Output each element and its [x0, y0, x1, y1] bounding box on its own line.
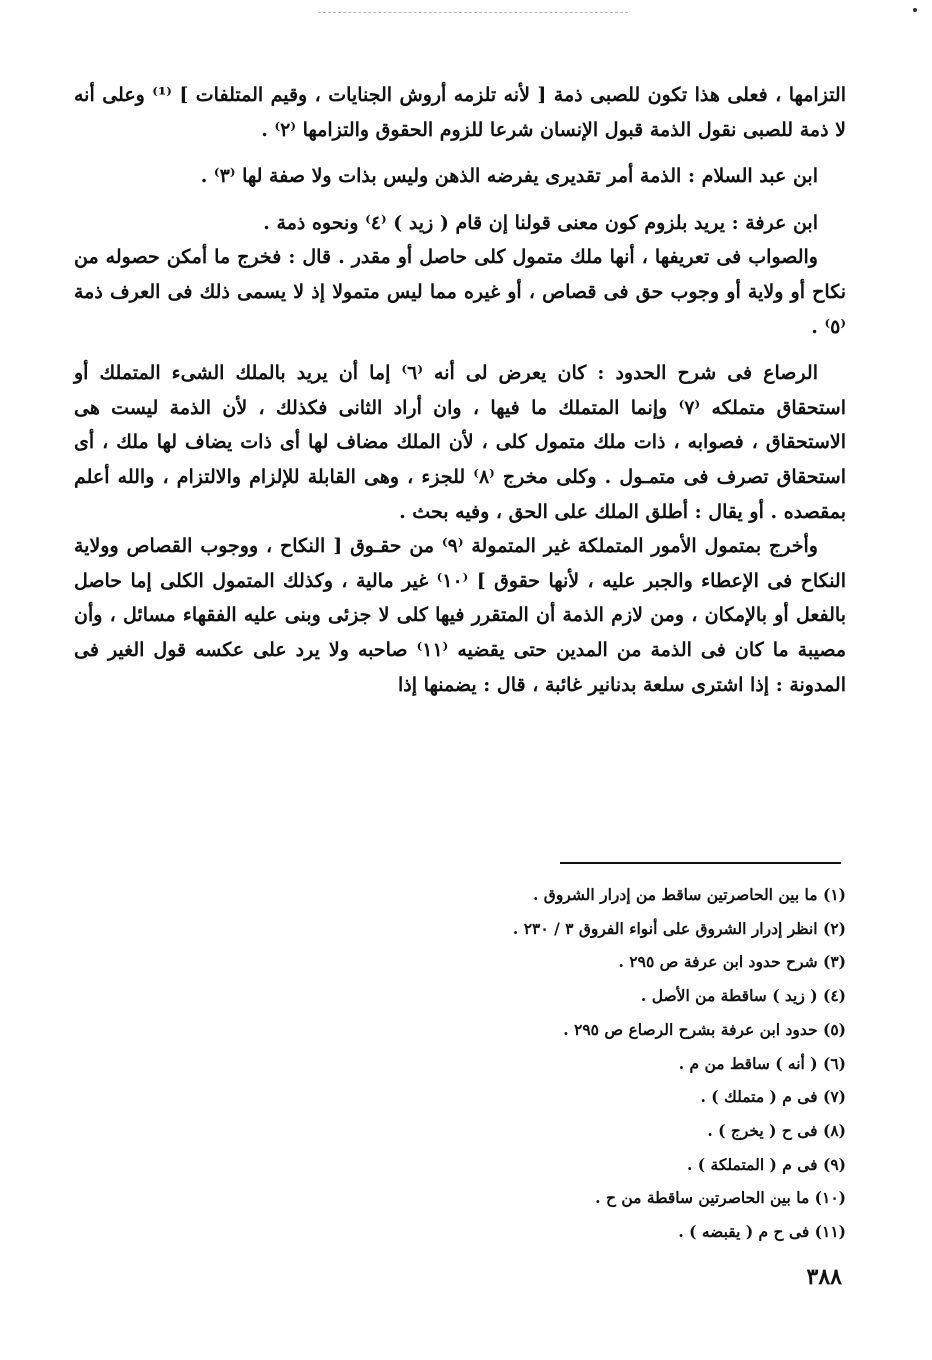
paragraph-excluded-matters: وأخرج بمتمول الأمور المتملكة غير المتمولة ⁽٩⁾ من حقـوق [ النكاح ، ووجوب القصاص وولاية النكاح فى الإعطاء والجبر عليه ، لأنها حقوق ] ⁽١٠⁾ غير مالية ، وكذلك المتمول الكلى إما حاصل بالفعل أو بالإمكان ، ومن لازم الذمة أن المتقرر فيها كلى لا جزئى وبنى عليه الفقهاء مسائل ، وأن مصيبة ما كان فى الذمة من المدين حتى يقضيه ⁽١١⁾ صاحبه ولا يرد على عكسه قول الغير فى المدونة : إذا اشترى سلعة بدنانير غائبة ، قال : يضمنها إذا [74, 535, 846, 696]
main-text [74, 78, 846, 702]
footnote-item: (١) ما بين الحاصرتين ساقط من إدرار الشروق . [533, 885, 846, 904]
footnote-item: (٩) فى م ( المتملكة ) . [686, 1154, 846, 1174]
footnote-separator [560, 862, 841, 864]
paragraph-rassa: الرصاع فى شرح الحدود : كان يعرض لى أنه ⁽٦⁾ إما أن يريد بالملك الشىء المتملك أو استحقاق متملكه ⁽٧⁾ وإنما المتملك ما فيها ، وان أراد الثانى فكذلك ، لأن الذمة ليست هى الاستحقاق ، فصوابه ، ذات ملك متمول كلى ، لأن الملك مضاف لها أى ذات يضاف لها ملك ، أى استحقاق تصرف فى متمـول . وكلى مخرج ⁽٨⁾ للجزء ، وهى القابلة للإلزام والالتزام ، والله أعلم بمقصده . أو يقال : أطلق الملك على الحق ، وفيه بحث . [74, 362, 846, 523]
footnote-item: (٤) ( زيد ) ساقطة من الأصل . [640, 986, 846, 1006]
footnote-item: (١٠) ما بين الحاصرتين ساقطة من ح . [595, 1188, 846, 1208]
footnote-item: (١١) فى ح م ( يقبضه ) . [678, 1222, 846, 1242]
header-dashed-rule [318, 12, 628, 13]
page-number: ٣٨٨ [806, 1264, 842, 1290]
footnote-item: (٨) فى ح ( يخرج ) . [707, 1120, 846, 1140]
footnote-item: (٦) ( أنه ) ساقط من م . [678, 1053, 846, 1073]
paragraph-ibn-abd-al-salam: ابن عبد السلام : الذمة أمر تقديرى يفرضه الذهن وليس بذات ولا صفة لها ⁽٣⁾ . [200, 165, 818, 188]
corner-mark [913, 8, 917, 12]
paragraph-correct-definition: والصواب فى تعريفها ، أنها ملك متمول كلى حاصل أو مقدر . قال : فخرج ما أمكن حصوله من نكاح أو ولاية أو وجوب حق فى قصاص ، أو غيره مما ليس متمولا إذ لا يسمى ذلك فى العرف ذمة ⁽٥⁾ . [74, 246, 846, 338]
footnote-item: (٥) حدود ابن عرفة بشرح الرصاع ص ٢٩٥ . [563, 1019, 846, 1039]
paragraph-continuation: التزامها ، فعلى هذا تكون للصبى ذمة [ لأنه تلزمه أروش الجنايات ، وقيم المتلفات ] ⁽¹⁾ وعلى أنه لا ذمة للصبى نقول الذمة قبول الإنسان شرعا للزوم الحقوق والتزامها ⁽٢⁾ . [74, 84, 846, 141]
footnote-item: (٣) شرح حدود ابن عرفة ص ٢٩٥ . [618, 952, 846, 972]
footnote-item: (٧) فى م ( متملك ) . [700, 1087, 846, 1107]
footnotes [346, 878, 846, 1249]
footnote-item: (٢) انظر إدرار الشروق على أنواء الفروق ٣ / ٢٣٠ . [512, 918, 846, 938]
paragraph-ibn-arafa: ابن عرفة : يريد بلزوم كون معنى قولنا إن قام ( زيد ) ⁽٤⁾ ونحوه ذمة . [263, 211, 818, 234]
